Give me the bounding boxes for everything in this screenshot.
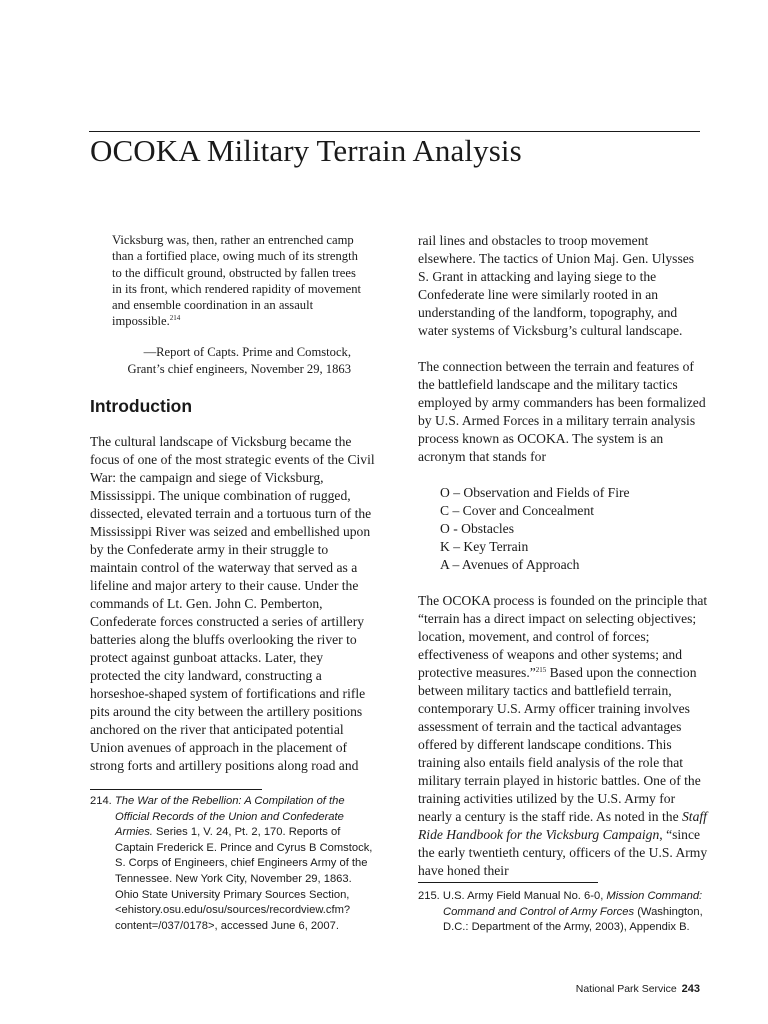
footnote-215-number: 215. <box>418 890 440 902</box>
list-item: O – Observation and Fields of Fire <box>440 485 630 500</box>
attribution-line-1: —Report of Capts. Prime and Comstock, <box>143 344 351 359</box>
paragraph-3-part-2: Based upon the connection between military tactics and battlefield terrain, contemporary U.S. Army officer training involves assessment of terrain and the tactical advantages offered by different landscape conditions. This training also entails field analysis of the role that military terrain played in historic battles. One of the training activities utilized by the U.S. Army for nearly a century is the staff ride. As noted in the <box>418 665 701 824</box>
list-item: C – Cover and Concealment <box>440 503 595 518</box>
footnote-215-rest: (Washington, D.C.: Department of the Army, 2003), Appendix B. <box>443 905 703 934</box>
footnote-214-number: 214. <box>90 795 112 807</box>
page-footer <box>550 983 700 995</box>
epigraph-text: Vicksburg was, then, rather an entrenched camp than a fortified place, owing much of its strength to the difficult ground, obstructed by fallen trees in its front, which rendered rapidity of movement and ensemble coordination in an assault impossible. <box>112 233 362 329</box>
list-item: A – Avenues of Approach <box>440 557 580 572</box>
footnote-ref-215[interactable]: 215 <box>535 666 547 674</box>
right-body-paragraph-2: The connection between the terrain and features of the battlefield landscape and the military tactics employed by army commanders has been formalized by U.S. Armed Forces in a military terrain analysis process known as OCOKA. The system is an acronym that stands for <box>418 359 706 464</box>
list-item: O - Obstacles <box>440 521 514 536</box>
handbook-title: Staff Ride Handbook for the Vicksburg Campaign <box>418 809 707 842</box>
footnote-215-pre: U.S. Army Field Manual No. 6-0, <box>439 890 607 902</box>
footnote-214-text <box>90 794 376 934</box>
footnote-ref-214[interactable]: 214 <box>169 314 181 323</box>
list-item: K – Key Terrain <box>440 539 529 554</box>
footnote-214 <box>90 794 376 934</box>
footer-publisher: National Park Service <box>575 983 677 995</box>
page-title: OCOKA Military Terrain Analysis <box>90 133 522 168</box>
footnote-214-italic-title: The War of the Rebellion: A Compilation of the Official Records of the Union and Confederate Armies. <box>114 795 345 839</box>
left-column <box>90 232 376 775</box>
paragraph-3-part-1: The OCOKA process is founded on the principle that “terrain has a direct impact on selecting objectives; location, movement, and control of forces; effectiveness of weapons and other systems; and protective measures.” <box>418 593 708 680</box>
left-body-paragraph: The cultural landscape of Vicksburg became the focus of one of the most strategic events of the Civil War: the campaign and siege of Vicksburg, Mississippi. The unique combination of rugged, dissected, elevated terrain and a tortuous turn of the Mississippi River was seized and embellished upon by the Confederate army in their struggle to maintain control of the waterway that served as a lifeline and major artery to their cause. Under the commands of Lt. Gen. John C. Pemberton, Confederate forces constructed a series of artillery batteries along the bluffs overlooking the river to protect against gunboat attacks. Later, they protected the city landward, constructing a horseshoe-shaped system of fortifications and rifle pits around the city between the artillery positions anchored on the river that anticipated potential Union avenues of approach in the placement of strong forts and artillery positions along road and <box>90 433 375 773</box>
footnote-215 <box>418 889 708 936</box>
footnote-214-rest: Series 1, V. 24, Pt. 2, 170. Reports of Captain Frederick E. Prince and Cyrus B Comstock, S. Corps of Engineers, chief Engineers Army of the Tennessee. New York City, November 29, 1863. Ohio State University Primary Sources Section, <ehistory.osu.edu/osu/sources/recordview.cfm?content=/037/0178>, accessed June 6, 2007. <box>115 826 373 932</box>
footnote-rule-left <box>90 789 262 790</box>
epigraph-quote <box>112 232 362 330</box>
paragraph-3-part-3: , “since the early twentieth century, officers of the U.S. Army have honed their <box>418 827 708 878</box>
right-body-paragraph-3 <box>418 592 708 880</box>
footnote-215-text <box>418 889 708 936</box>
right-body-paragraph-1: rail lines and obstacles to troop movement elsewhere. The tactics of Union Maj. Gen. Ulysses S. Grant in attacking and laying siege to the Confederate line were similarly rooted in an understanding of the landform, topography, and water systems of Vicksburg’s cultural landscape. <box>418 233 695 338</box>
epigraph-attribution <box>90 344 376 379</box>
section-heading: Introduction <box>90 395 193 416</box>
ocoka-list <box>440 484 708 574</box>
page-number: 243 <box>681 983 700 995</box>
footnote-rule-right <box>418 882 598 883</box>
attribution-line-2: Grant’s chief engineers, November 29, 1863 <box>127 362 351 377</box>
right-column <box>418 232 708 880</box>
footnote-215-italic-title: Mission Command: Command and Control of Army Forces <box>443 890 703 918</box>
